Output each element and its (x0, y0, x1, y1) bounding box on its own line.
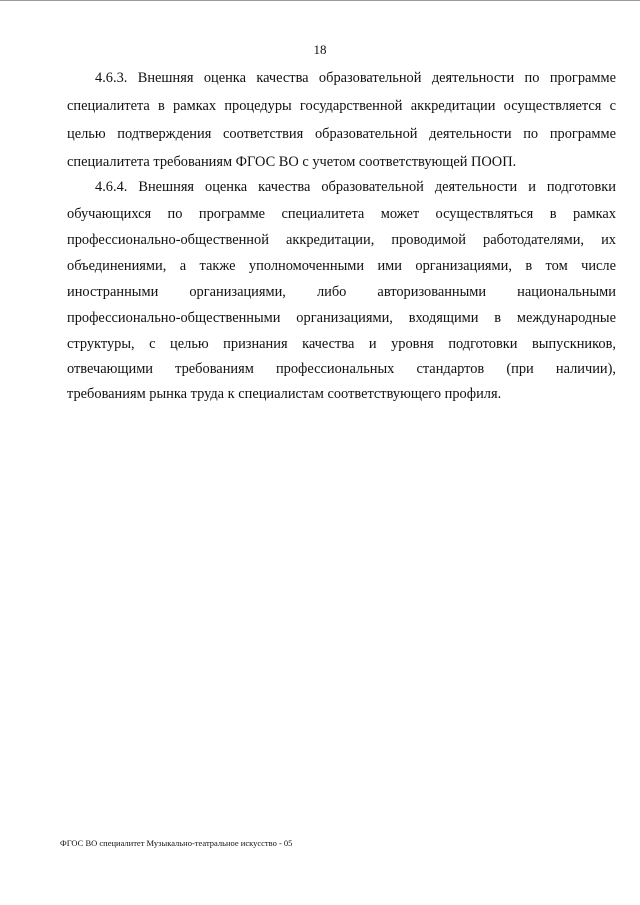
text-line: профессионально-общественной аккредитации, проводимой работодателями, их (67, 232, 616, 248)
text-line: специалитета в рамках процедуры государственной аккредитации осуществляется с (67, 98, 616, 114)
text-line: отвечающими требованиям профессиональных стандартов (при наличии), (67, 361, 616, 377)
text-line: целью подтверждения соответствия образовательной деятельности по программе (67, 126, 616, 142)
text-line: 4.6.3. Внешняя оценка качества образовательной деятельности по программе (95, 70, 616, 86)
text-line: 4.6.4. Внешняя оценка качества образовательной деятельности и подготовки (95, 179, 616, 195)
text-line: структуры, с целью признания качества и уровня подготовки выпускников, (67, 336, 616, 352)
page-number: 18 (313, 42, 327, 57)
text-line: профессионально-общественными организациями, входящими в международные (67, 310, 616, 326)
text-line: иностранными организациями, либо авторизованными национальными (67, 284, 616, 300)
text-line: специалитета требованиям ФГОС ВО с учетом соответствующей ПООП. (67, 154, 517, 170)
text-line: обучающихся по программе специалитета может осуществляться в рамках (67, 206, 616, 222)
top-border-line (0, 0, 640, 1)
text-line: требованиям рынка труда к специалистам соответствующего профиля. (67, 386, 502, 402)
text-line: объединениями, а также уполномоченными ими организациями, в том числе (67, 258, 616, 274)
document-footer: ФГОС ВО специалитет Музыкально-театральное искусство - 05 (60, 838, 293, 848)
